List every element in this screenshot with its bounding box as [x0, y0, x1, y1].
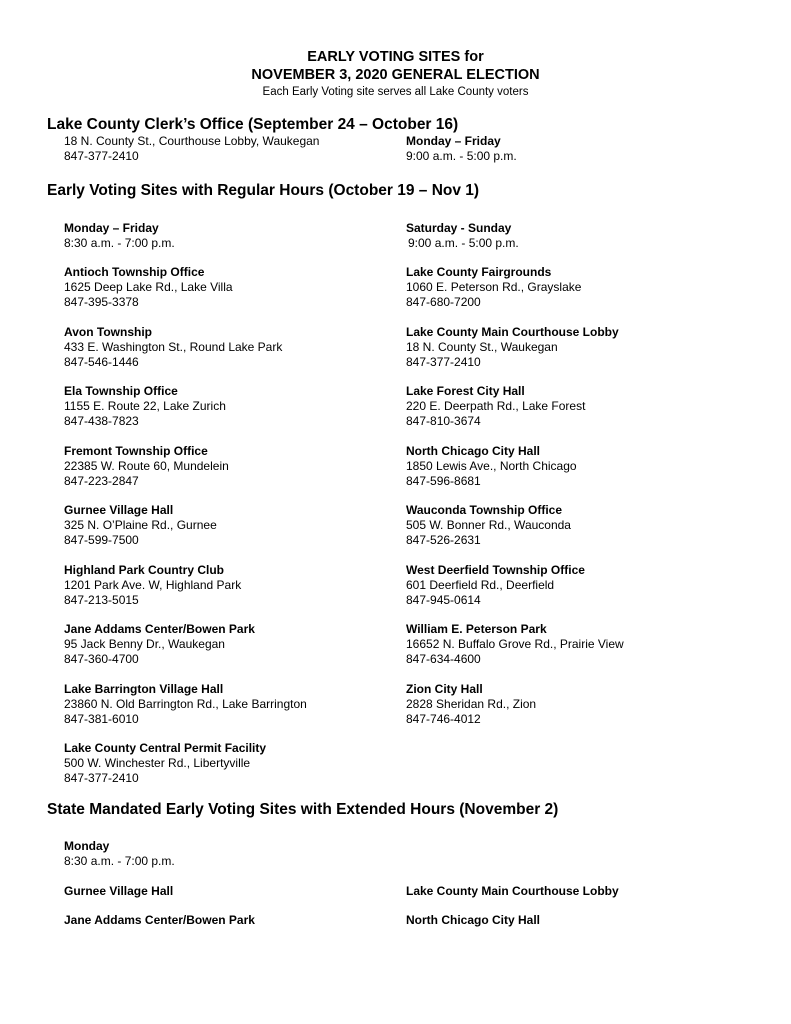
site-address: 1850 Lewis Ave., North Chicago: [406, 458, 577, 473]
clerk-address: 18 N. County St., Courthouse Lobby, Waukegan: [64, 134, 320, 148]
extended-site-name: Jane Addams Center/Bowen Park: [64, 913, 255, 927]
site-phone: 847-810-3674: [406, 414, 481, 428]
site-name: William E. Peterson Park: [406, 622, 547, 636]
site-phone: 847-360-4700: [64, 652, 139, 666]
extended-site-name: North Chicago City Hall: [406, 913, 541, 927]
regular-heading: Early Voting Sites with Regular Hours (October 19 – Nov 1): [47, 182, 480, 199]
site-name: Lake Forest City Hall: [406, 384, 525, 398]
site-address: 433 E. Washington St., Round Lake Park: [64, 339, 283, 354]
site-name: Zion City Hall: [406, 681, 483, 696]
weekend-label: Saturday - Sunday: [406, 221, 512, 235]
site-address: 505 W. Bonner Rd., Wauconda: [406, 518, 571, 532]
extended-heading: State Mandated Early Voting Sites with Extended Hours (November 2): [47, 801, 559, 818]
title-line-2: NOVEMBER 3, 2020 GENERAL ELECTION: [251, 67, 540, 83]
site-address: 601 Deerfield Rd., Deerfield: [406, 577, 555, 592]
site-phone: 847-634-4600: [406, 652, 481, 666]
site-name: Lake Barrington Village Hall: [64, 681, 224, 696]
site-phone: 847-945-0614: [406, 592, 481, 607]
site-name: Antioch Township Office: [64, 265, 205, 279]
site-name: Ela Township Office: [64, 384, 178, 398]
site-phone: 847-546-1446: [64, 354, 139, 369]
weekday-hours: 8:30 a.m. - 7:00 p.m.: [64, 236, 175, 250]
site-name: Highland Park Country Club: [64, 562, 225, 577]
title-line-1: EARLY VOTING SITES for: [307, 49, 484, 65]
site-address: 1625 Deep Lake Rd., Lake Villa: [64, 280, 233, 294]
site-address: 95 Jack Benny Dr., Waukegan: [64, 637, 225, 651]
site-address: 16652 N. Buffalo Grove Rd., Prairie View: [406, 637, 624, 651]
site-address: 23860 N. Old Barrington Rd., Lake Barrington: [64, 696, 307, 711]
site-name: Gurnee Village Hall: [64, 503, 174, 517]
site-name: Wauconda Township Office: [406, 503, 562, 517]
site-phone: 847-213-5015: [64, 592, 139, 607]
site-address: 22385 W. Route 60, Mundelein: [64, 458, 229, 473]
site-name: Lake County Central Permit Facility: [64, 741, 267, 755]
site-phone: 847-381-6010: [64, 711, 139, 726]
site-address: 2828 Sheridan Rd., Zion: [406, 696, 537, 711]
site-name: Fremont Township Office: [64, 443, 208, 458]
site-phone: 847-596-8681: [406, 473, 481, 488]
site-phone: 847-599-7500: [64, 533, 139, 547]
site-phone: 847-395-3378: [64, 295, 139, 309]
site-name: Avon Township: [64, 324, 152, 339]
site-phone: 847-377-2410: [64, 771, 139, 785]
site-phone: 847-746-4012: [406, 711, 481, 726]
extended-site-name: Lake County Main Courthouse Lobby: [406, 884, 619, 898]
site-phone: 847-438-7823: [64, 414, 139, 428]
site-name: Jane Addams Center/Bowen Park: [64, 622, 255, 636]
clerk-heading: Lake County Clerk’s Office (September 24 – October 16): [47, 116, 459, 133]
site-name: West Deerfield Township Office: [406, 562, 585, 577]
weekday-label: Monday – Friday: [64, 221, 159, 235]
site-phone: 847-680-7200: [406, 295, 481, 309]
weekend-hours: 9:00 a.m. - 5:00 p.m.: [408, 236, 519, 250]
site-address: 220 E. Deerpath Rd., Lake Forest: [406, 399, 586, 413]
site-address: 500 W. Winchester Rd., Libertyville: [64, 756, 251, 770]
site-phone: 847-377-2410: [406, 354, 481, 369]
site-name: North Chicago City Hall: [406, 443, 541, 458]
clerk-phone: 847-377-2410: [64, 149, 139, 163]
site-phone: 847-526-2631: [406, 533, 481, 547]
clerk-hours: 9:00 a.m. - 5:00 p.m.: [406, 149, 517, 163]
extended-hours: 8:30 a.m. - 7:00 p.m.: [64, 854, 175, 868]
clerk-days: Monday – Friday: [406, 134, 501, 148]
extended-day: Monday: [64, 839, 110, 853]
site-address: 1155 E. Route 22, Lake Zurich: [64, 399, 226, 413]
extended-site-name: Gurnee Village Hall: [64, 884, 174, 898]
site-address: 1201 Park Ave. W, Highland Park: [64, 577, 242, 592]
site-name: Lake County Fairgrounds: [406, 265, 552, 279]
site-address: 1060 E. Peterson Rd., Grayslake: [406, 280, 582, 294]
site-address: 325 N. O’Plaine Rd., Gurnee: [64, 518, 217, 532]
site-phone: 847-223-2847: [64, 473, 139, 488]
site-address: 18 N. County St., Waukegan: [406, 339, 558, 354]
site-name: Lake County Main Courthouse Lobby: [406, 324, 619, 339]
subtitle: Each Early Voting site serves all Lake County voters: [262, 86, 529, 98]
